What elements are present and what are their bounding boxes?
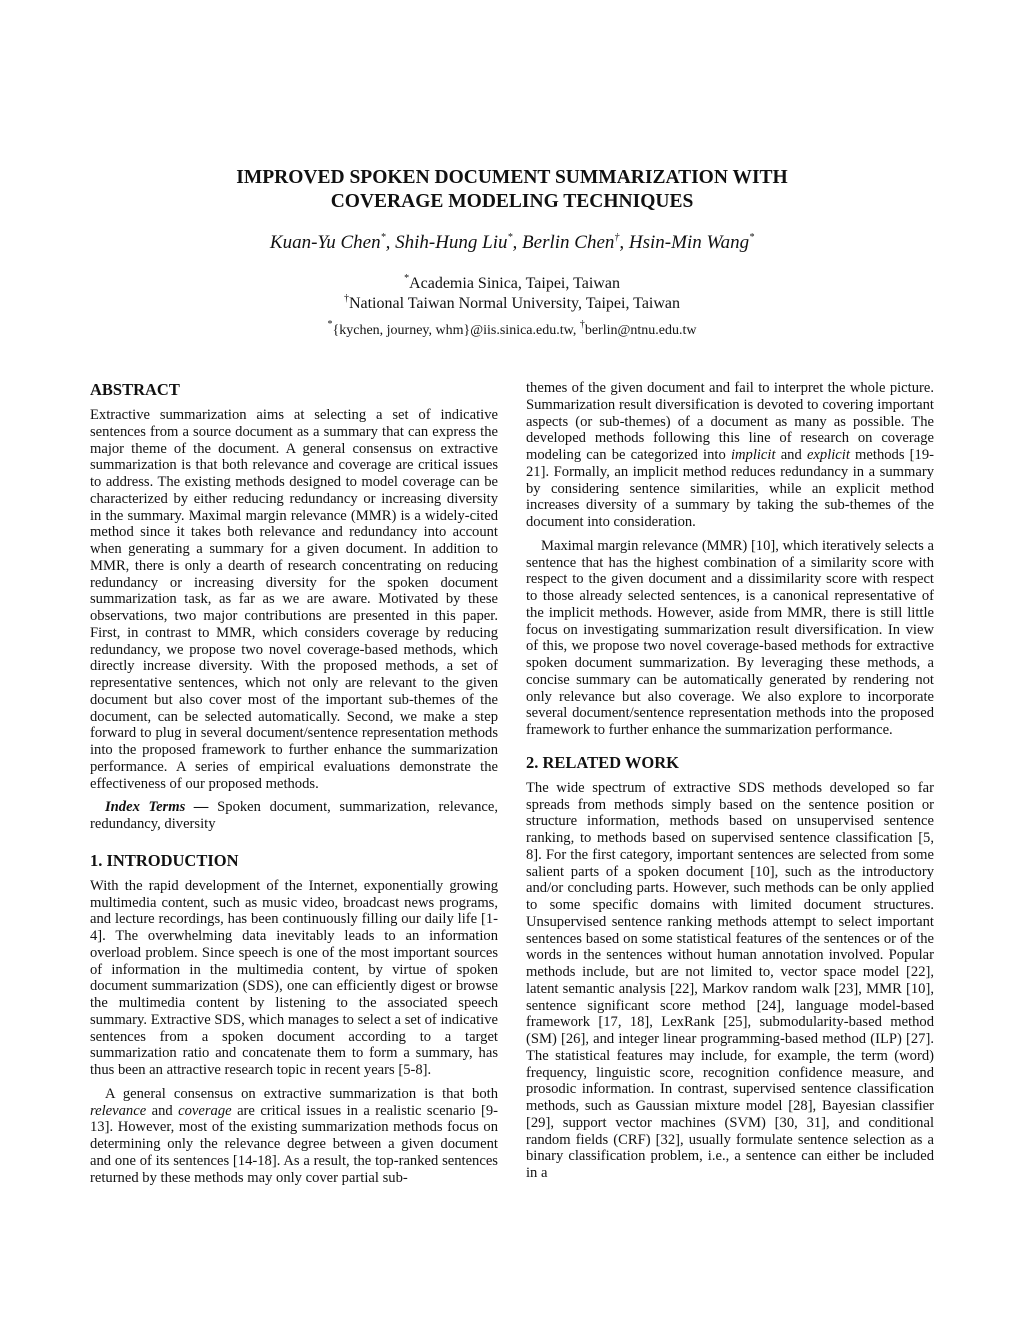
author-mark: *	[749, 231, 755, 243]
email-text: {kychen, journey, whm}@iis.sinica.edu.tw,	[332, 323, 577, 338]
author-name: Hsin-Min Wang	[628, 232, 750, 253]
text-run: themes of the given document and fail to interpret the whole picture. Summarization result diversification is devoted to covering important aspects (or sub-themes) of a document as many as possible. The developed methods following this line of research on coverage modeling can be categorized into	[526, 380, 934, 463]
author-name: Shih-Hung Liu	[395, 232, 508, 253]
author-mark: *	[380, 231, 386, 243]
emphasis-implicit: implicit	[730, 447, 776, 463]
title-line-2: COVERAGE MODELING TECHNIQUES	[330, 191, 694, 212]
intro-paragraph-2	[90, 1086, 498, 1187]
emphasis-coverage: coverage	[178, 1102, 232, 1119]
affiliation	[90, 274, 934, 294]
email-mark: *	[327, 319, 333, 331]
author-name: Kuan-Yu Chen	[269, 232, 381, 253]
intro-paragraph-3: Maximal margin relevance (MMR) [10], which iteratively selects a sentence that has the highest combination of a similarity score with respect to the given document and a dissimilarity score with respect to those already selected sentences, is a canonical representative of the implicit methods. However, aside from MMR, there is still little focus on investigating summarization result diversification. In view of this, we propose two novel coverage-based methods for extractive spoken document summarization. By leveraging these methods, a concise summary can be automatically generated by rendering not only relevance but also coverage. We also explore to incorporate several document/sentence representation methods into the proposed framework to further enhance the summarization performance.	[526, 537, 934, 738]
left-column	[90, 380, 498, 1186]
abstract-body: Extractive summarization aims at selecting a set of indicative sentences from a source document as a summary that can express the major theme of the document. A general consensus on extractive summarization is that both relevance and coverage are critical issues to address. The existing methods designed to model coverage can be characterized by either reducing redundancy or increasing diversity in the summary. Maximal margin relevance (MMR) is a widely-cited method since it takes both relevance and redundancy into account when generating a summary for a given document. In addition to MMR, there is only a dearth of research concentrating on reducing redundancy or increasing diversity for the spoken document summarization task, as far as we are aware. Motivated by these observations, two major contributions are presented in this paper. First, in contrast to MMR, which considers coverage by reducing redundancy, we propose two novel coverage-based methods, which directly increase diversity. With the proposed methods, a set of representative sentences, which not only are relevant to the given document but also cover most of the important sub-themes of the document, can be selected automatically. Second, we make a step forward to plug in several document/sentence representation methods into the proposed framework to further enhance the summarization performance. A series of empirical evaluations demonstrate the effectiveness of our proposed methods.	[90, 407, 498, 792]
email-text: berlin@ntnu.edu.tw	[584, 323, 697, 338]
index-terms	[90, 799, 498, 833]
author-separator: ,	[512, 232, 523, 253]
affiliation	[90, 294, 934, 314]
text-run: are critical issues in a realistic scenario [9-13]. However, most of the existing summarization methods focus on determining only the relevance degree between a given document and one of its sentences [14-18]. As a result, the top-ranked sentences returned by these methods may only cover partial sub-	[90, 1102, 498, 1186]
intro-paragraph-2-continued	[526, 380, 934, 531]
text-run: methods [19-21]. Formally, an implicit method reduces redundancy in a summary by considering sentence similarities, while an explicit method increases diversity of a summary by taking the sub-themes of the document into consideration.	[526, 447, 934, 530]
author-separator: ,	[385, 232, 396, 253]
author-separator: ,	[619, 232, 629, 253]
affiliation-text: Academia Sinica, Taipei, Taiwan	[409, 275, 620, 292]
related-work-paragraph-1: The wide spectrum of extractive SDS methods developed so far spreads from methods simply based on the sentence position or structure information, methods based on unsupervised sentence ranking, to methods based on supervised sentence classification [5, 8]. For the first category, important sentences are selected from some salient parts of a spoken document [10], such as the introductory and/or concluding parts. However, such methods can be only applied to some specific domains with limited document structures. Unsupervised sentence ranking methods attempt to select important sentences based on some statistical features of the sentences or of the words in the sentences without human annotation involved. Popular methods include, but are not limited to, vector space model [22], latent semantic analysis [22], Markov random walk [23], MMR [10], sentence significant score method [24], language model-based framework [17, 18], LexRank [25], submodularity-based method (SM) [26], and integer linear programming-based method (ILP) [27]. The statistical features may include, for example, the term (word) frequency, linguistic score, recognition confidence measure, and prosodic information. In contrast, supervised sentence classification methods, such as Gaussian mixture model [28], Bayesian classifier [29], support vector machines (SVM) [30, 31], and conditional random fields (CRF) [32], usually formulate sentence selection as a binary classification problem, i.e., a sentence can either be included in a	[526, 779, 934, 1181]
author-name: Berlin Chen	[522, 232, 615, 253]
index-terms-label: Index Terms —	[105, 799, 209, 816]
title-line-1: IMPROVED SPOKEN DOCUMENT SUMMARIZATION WITH	[236, 167, 788, 188]
author-list	[90, 230, 934, 256]
emphasis-explicit: explicit	[806, 447, 850, 463]
abstract-heading: ABSTRACT	[90, 380, 180, 399]
author-mark: *	[507, 231, 513, 243]
text-run: and	[775, 447, 807, 463]
related-work-heading: 2. RELATED WORK	[526, 752, 679, 772]
text-run: and	[146, 1102, 179, 1119]
author-mark: †	[614, 231, 620, 243]
paper-title	[90, 166, 934, 214]
affiliation-mark: †	[343, 292, 349, 304]
affiliation-list	[90, 274, 934, 314]
intro-paragraph-1: With the rapid development of the Internet, exponentially growing multimedia content, such as music video, broadcast news programs, and lecture recordings, has been continuously filling our daily life [1-4]. The overwhelming data inevitably leads to an information overload problem. Since speech is one of the most important sources of information in the multimedia content, by virtue of spoken document summarization (SDS), one can efficiently digest or browse the multimedia content by listening to the associated speech summary. Extractive SDS, which manages to select a set of indicative sentences from a spoken document according to a target summarization ratio and concatenate them to form a summary, has thus been an attractive research topic in recent years [5-8].	[90, 877, 498, 1078]
emphasis-relevance: relevance	[90, 1102, 147, 1119]
affiliation-text: National Taiwan Normal University, Taipei, Taiwan	[348, 295, 681, 312]
right-column	[526, 380, 934, 1182]
affiliation-mark: *	[404, 272, 410, 284]
email-mark: †	[579, 319, 585, 331]
email-line	[90, 319, 934, 340]
intro-heading: 1. INTRODUCTION	[90, 850, 239, 870]
index-terms-text: Spoken document, summarization, relevance, redundancy, diversity	[90, 799, 498, 832]
text-run: A general consensus on extractive summarization is that both	[105, 1085, 498, 1102]
